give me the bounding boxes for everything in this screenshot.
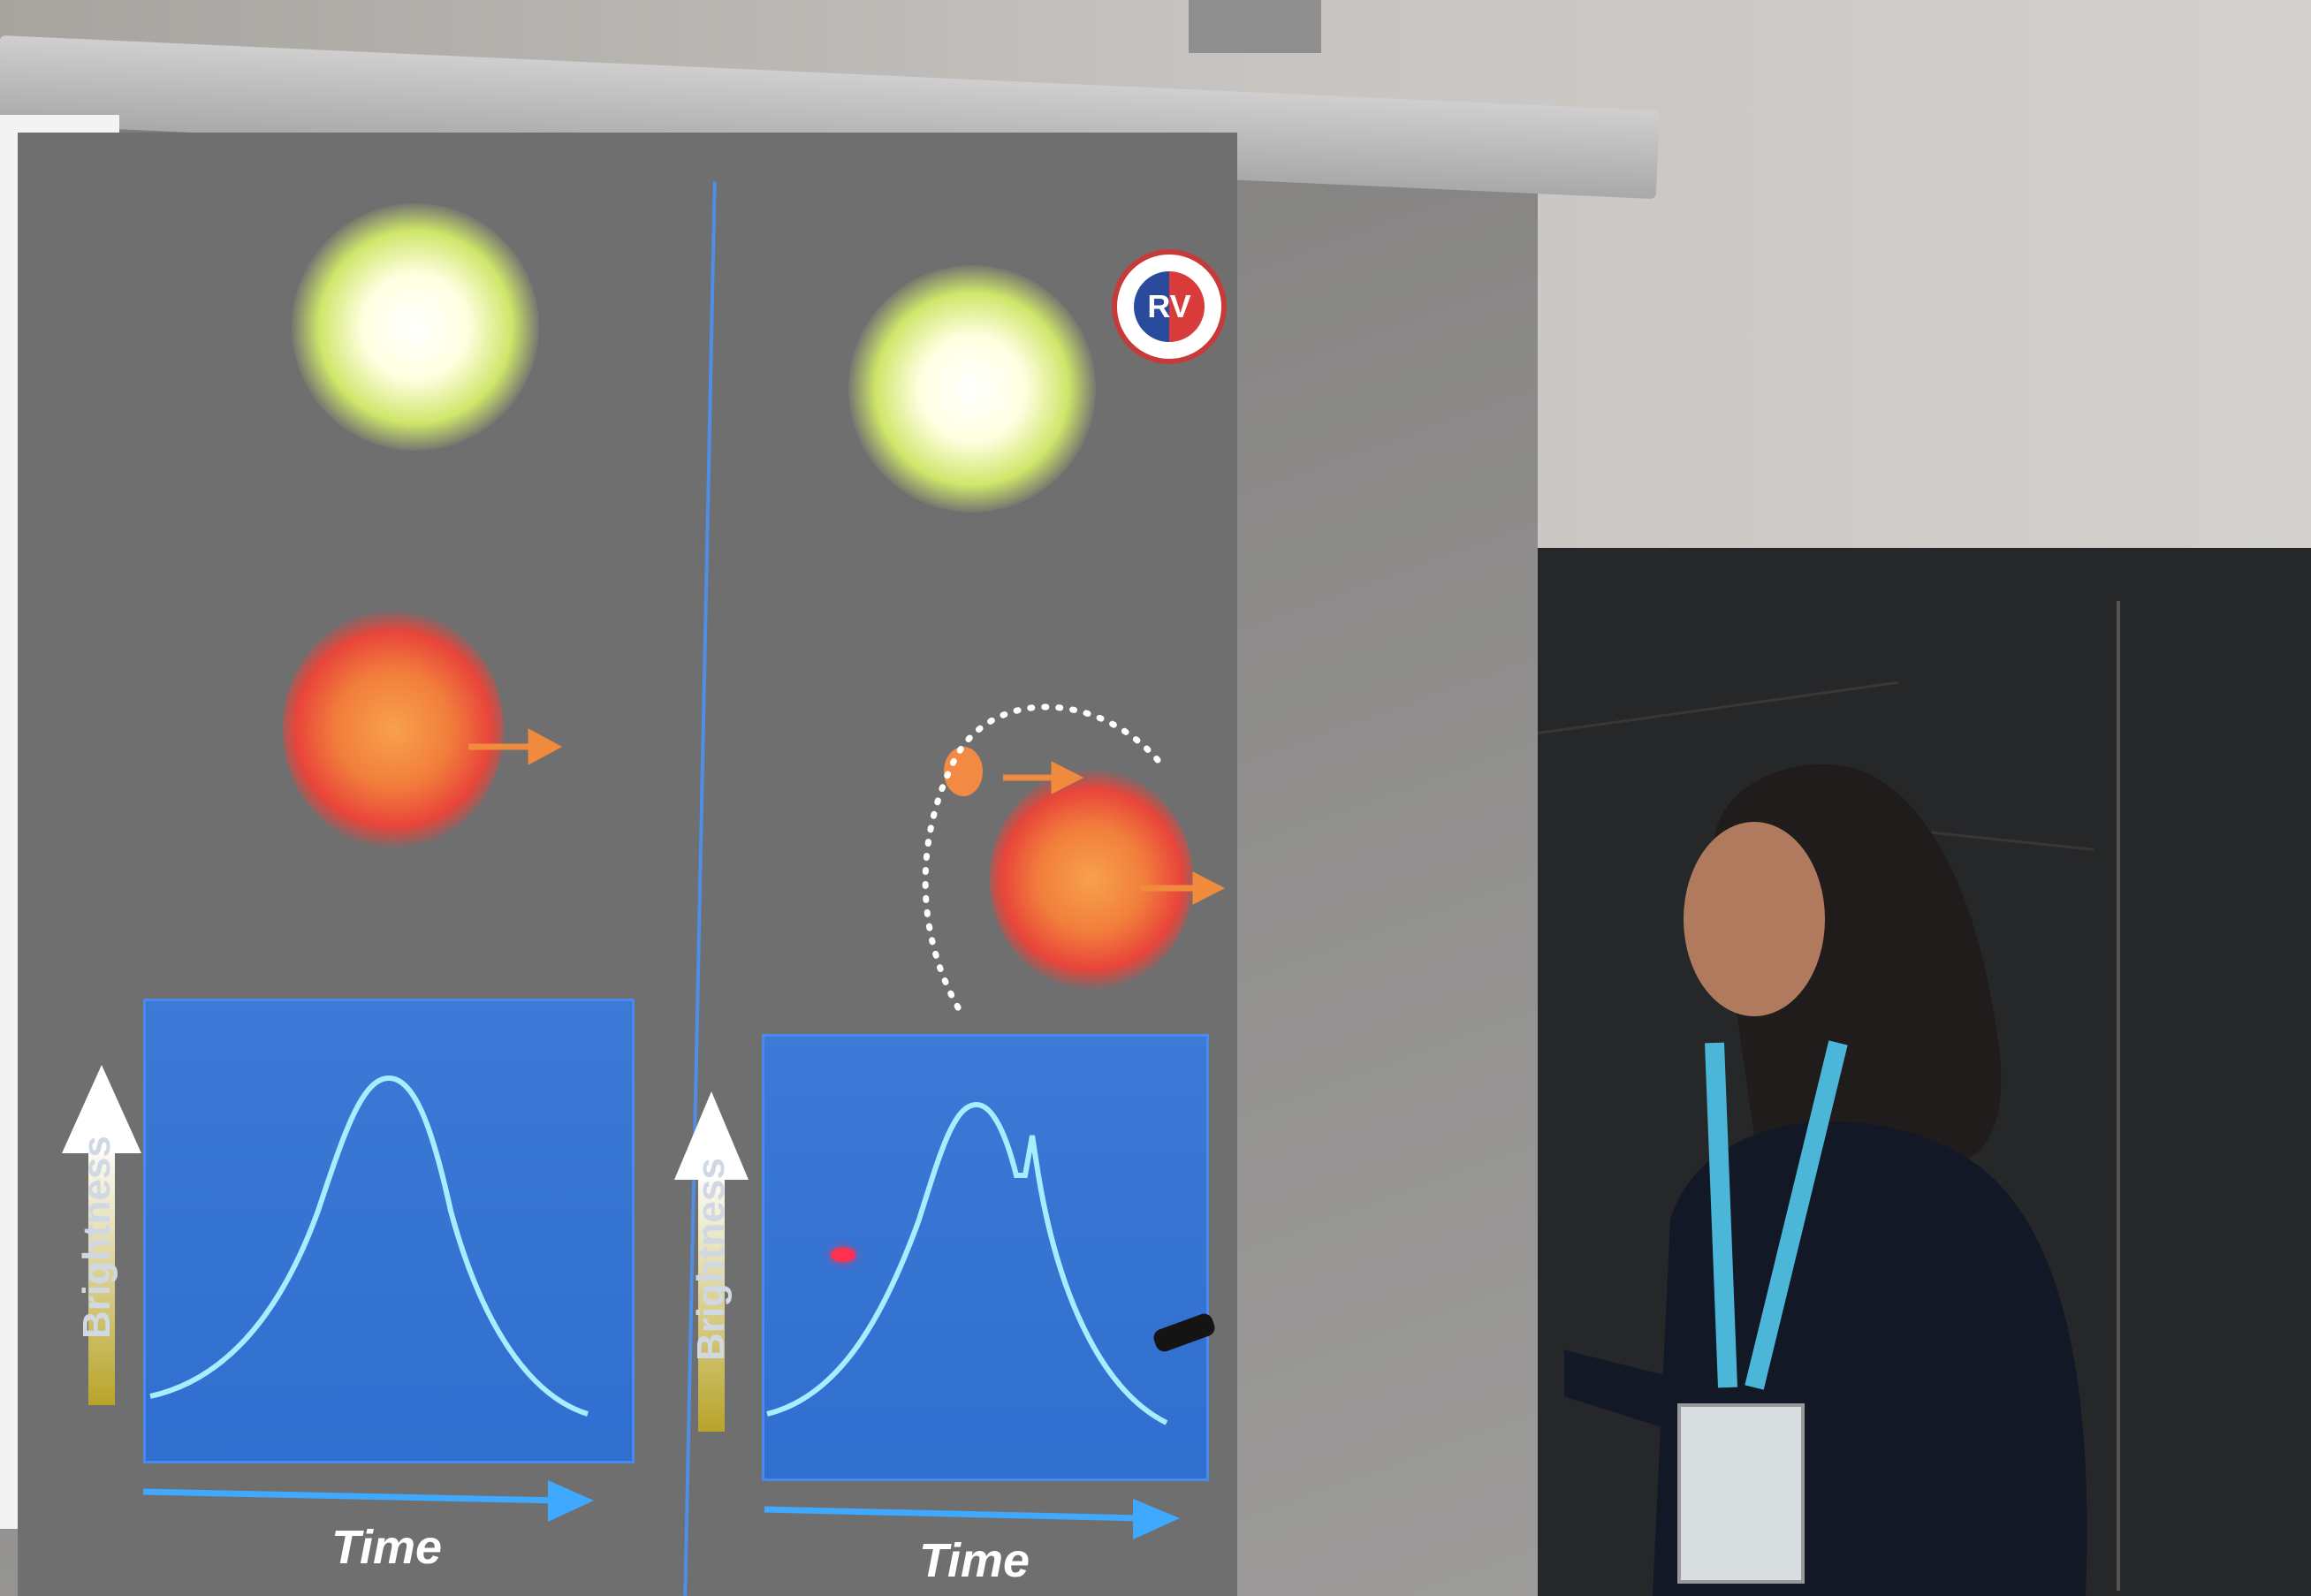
x-axis-label-right: Time <box>919 1534 1030 1587</box>
y-axis-label-right: Brightness <box>689 1158 733 1361</box>
light-curve-planet-spike <box>767 1105 1167 1423</box>
rv-logo-icon <box>1112 249 1227 364</box>
face <box>1684 822 1825 1016</box>
rv-logo-text: RV <box>1134 271 1205 342</box>
name-badge <box>1679 1405 1803 1582</box>
x-axis-label-left: Time <box>331 1521 443 1574</box>
laser-dot <box>831 1248 855 1262</box>
y-axis-label-left: Brightness <box>75 1136 118 1339</box>
time-arrow-icon <box>143 1480 594 1522</box>
light-curve-single-peak <box>150 1078 588 1414</box>
presenter <box>1564 751 2130 1596</box>
